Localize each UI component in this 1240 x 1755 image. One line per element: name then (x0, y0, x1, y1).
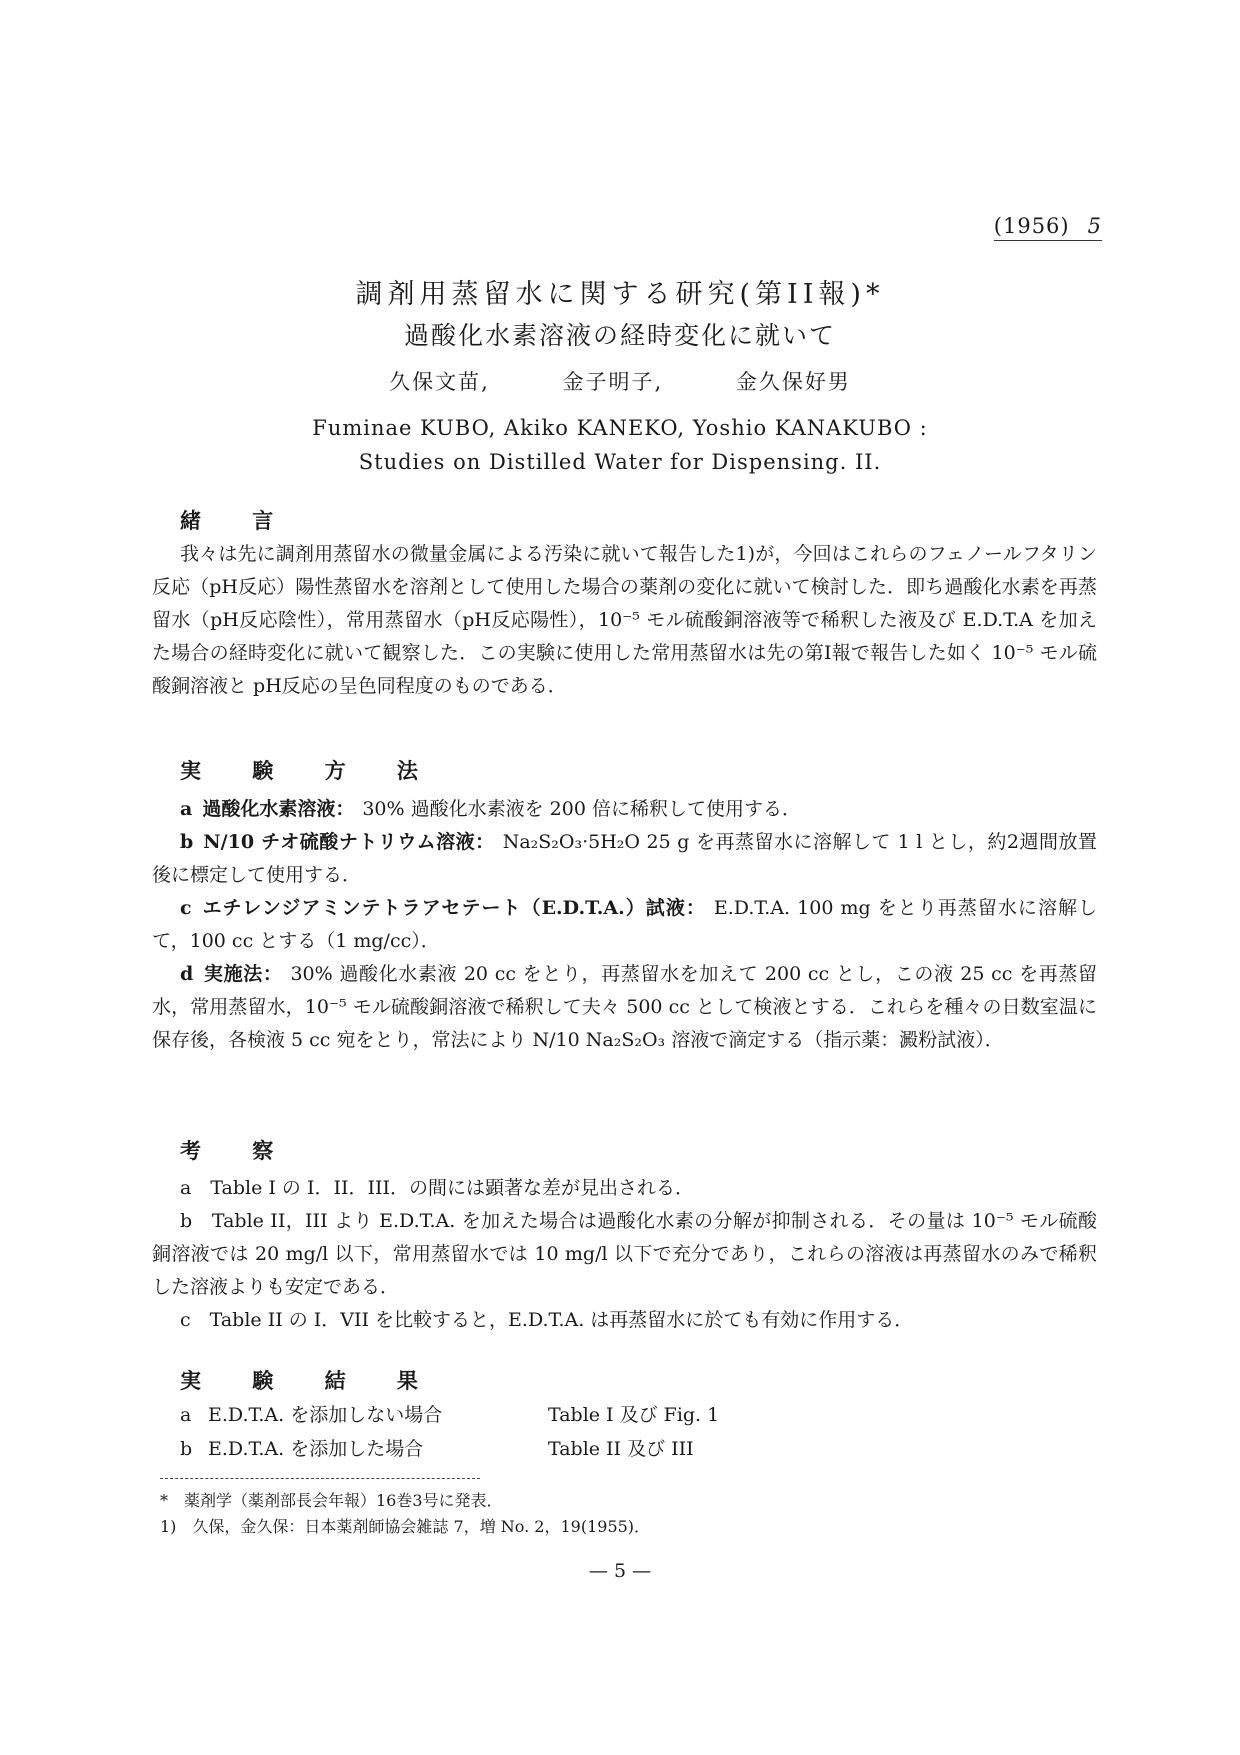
discussion-list (152, 1172, 1097, 1337)
result-row: b E.D.T.A. を添加した場合 Table II 及び III (180, 1438, 694, 1460)
author-3: 金久保好男 (735, 370, 851, 394)
method-item-a: a 過酸化水素溶液： 30% 過酸化水素液を 200 倍に稀釈して使用する． (180, 798, 801, 820)
footnote-rule (160, 1478, 480, 1479)
header-year: (1956) (993, 214, 1070, 238)
heading-results: 実 験 結 果 (180, 1368, 440, 1393)
heading-discussion: 考 察 (180, 1138, 296, 1163)
page-folio: — 5 — (588, 1560, 652, 1582)
paper-subtitle: 過酸化水素溶液の経時変化に就いて (403, 321, 836, 350)
method-item-d: d 実施法： 30% 過酸化水素液 20 cc をとり，再蒸留水を加えて 200 cc とし，この液 25 cc を再蒸留水，常用蒸留水，10⁻⁵ モル硫酸銅溶液で稀釈して夫々 500 cc として検液とする．これらを種々の日数室温に保存後，各検液 5 cc 宛をとり，常法により N/10 Na₂S₂O₃ 溶液で滴定する（指示薬：澱粉試液）． (152, 963, 1097, 1051)
english-authors: Fuminae KUBO, Akiko KANEKO, Yoshio KANAKUBO : (312, 416, 928, 440)
running-header (994, 214, 1102, 241)
method-item-c: c エチレンジアミンテトラアセテート（E.D.T.A.）試液： E.D.T.A. 100 mg をとり再蒸留水に溶解して，100 cc とする（1 mg/cc）． (152, 897, 1098, 952)
english-title: Studies on Distilled Water for Dispensing. II. (358, 450, 882, 474)
discussion-item-a: a Table I の I．II．III．の間には顕著な差が見出される． (180, 1177, 694, 1199)
author-list (0, 366, 1240, 396)
footnote-2: 1) 久保，金久保：日本薬剤師協会雑誌 7，増 No. 2，19(1955)． (160, 1517, 651, 1536)
result-row: a E.D.T.A. を添加しない場合 Table I 及び Fig. 1 (180, 1404, 720, 1426)
author-1: 久保文苗, (389, 370, 490, 394)
introduction-text: 我々は先に調剤用蒸留水の微量金属による汚染に就いて報告した1)が，今回はこれらのフェノールフタリン反応（pH反応）陽性蒸留水を溶剤として使用した場合の薬剤の変化に就いて検討した．即ち過酸化水素を再蒸留水（pH反応陰性），常用蒸留水（pH反応陽性），10⁻⁵ モル硫酸銅溶液等で稀釈した液及び E.D.T.A を加えた場合の経時変化に就いて観察した．この実験に使用した常用蒸留水は先の第I報で報告した如く 10⁻⁵ モル硫酸銅溶液と pH反応の呈色同程度のものである． (152, 543, 1097, 697)
heading-introduction: 緒 言 (180, 508, 296, 533)
results-list (180, 1400, 719, 1468)
discussion-item-b: b Table II，III より E.D.T.A. を加えた場合は過酸化水素の分解が抑制される．その量は 10⁻⁵ モル硫酸銅溶液では 20 mg/l 以下，常用蒸留水では 10 mg/l 以下で充分であり，これらの溶液は再蒸留水のみで稀釈した溶液よりも安定である． (152, 1210, 1097, 1298)
method-item-b: b N/10 チオ硫酸ナトリウム溶液： Na₂S₂O₃·5H₂O 25 g を再蒸留水に溶解して 1 l とし，約2週間放置後に標定して使用する． (152, 831, 1098, 886)
heading-methods: 実 験 方 法 (180, 758, 440, 783)
footnote-1: * 薬剤学（薬剤部長会年報）16巻3号に発表． (160, 1491, 503, 1510)
author-2: 金子明子, (562, 370, 664, 394)
methods-list (152, 793, 1097, 1057)
paper-title: 調剤用蒸留水に関する研究(第II報)* (355, 279, 885, 310)
discussion-item-c: c Table II の I．VII を比較すると，E.D.T.A. は再蒸留水に於ても有効に作用する． (180, 1309, 914, 1331)
header-page-number: 5 (1087, 214, 1102, 238)
